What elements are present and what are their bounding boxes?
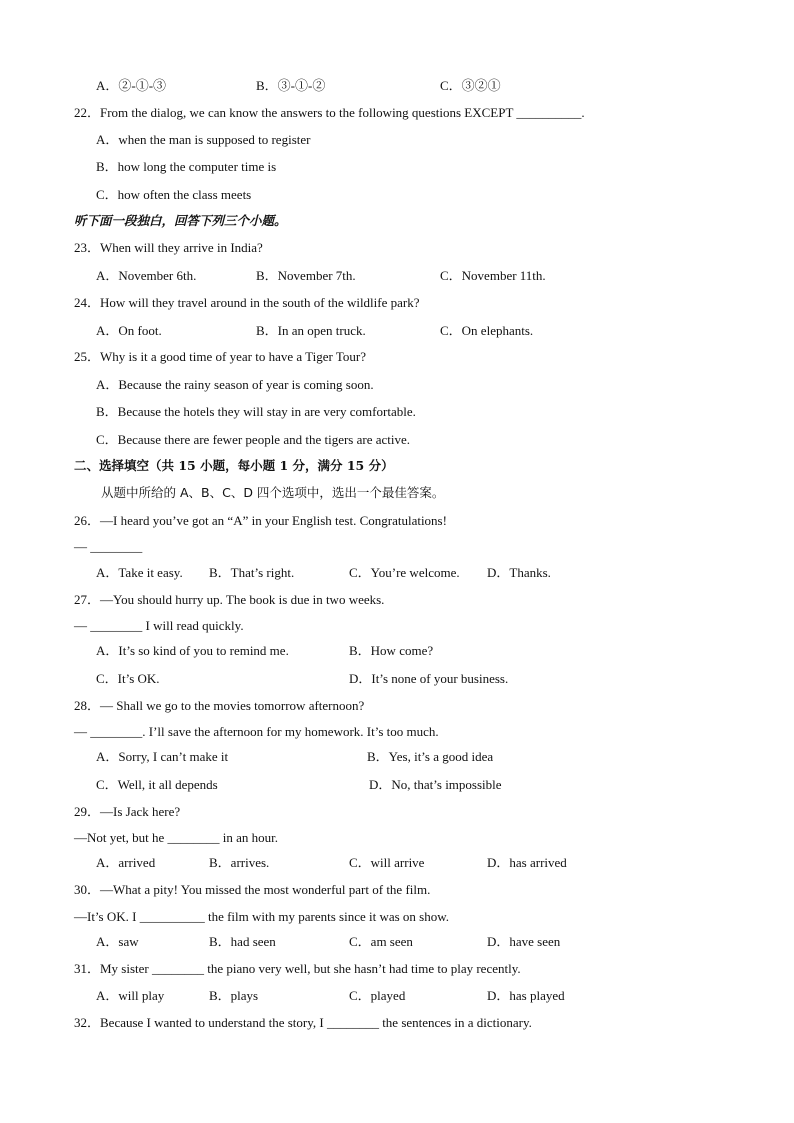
section2-title: 二、选择填空（共 15 小题，每小题 1 分，满分 15 分） <box>74 458 394 473</box>
q28-option-c: C．Well, it all depends <box>96 777 218 792</box>
q23-option-a: A．November 6th. <box>96 268 197 283</box>
q27-option-c: C．It’s OK. <box>96 671 160 686</box>
q22-option-a: A．when the man is supposed to register <box>96 132 311 147</box>
section2-instruction: 从题中所给的 A、B、C、D 四个选项中，选出一个最佳答案。 <box>101 485 445 500</box>
q21-option-b: B．③-①-② <box>256 78 326 93</box>
q21-option-a: A．②-①-③ <box>96 78 167 93</box>
q26-option-b: B．That’s right. <box>209 565 295 580</box>
q30-line1: 30．—What a pity! You missed the most wonderful part of the film. <box>74 882 431 897</box>
q24-stem: 24．How will they travel around in the south of the wildlife park? <box>74 295 420 310</box>
q27-line2: — ________ I will read quickly. <box>74 618 244 633</box>
q27-option-a: A．It’s so kind of you to remind me. <box>96 643 289 658</box>
q30-line2: —It’s OK. I __________ the film with my parents since it was on show. <box>74 909 450 924</box>
q28-line2: — ________. I’ll save the afternoon for my homework. It’s too much. <box>74 724 439 739</box>
q30-option-a: A．saw <box>96 934 139 949</box>
q31-option-d: D．has played <box>487 988 565 1003</box>
q25-option-a: A．Because the rainy season of year is coming soon. <box>96 377 374 392</box>
q28-option-a: A．Sorry, I can’t make it <box>96 749 229 764</box>
q22-option-c: C．how often the class meets <box>96 187 252 202</box>
q26-option-a: A．Take it easy. <box>96 565 183 580</box>
monologue-instruction: 听下面一段独白，回答下列三个小题。 <box>74 213 287 228</box>
q31-option-a: A．will play <box>96 988 165 1003</box>
q25-option-c: C．Because there are fewer people and the tigers are active. <box>96 432 411 447</box>
q24-option-c: C．On elephants. <box>440 323 534 338</box>
q23-option-c: C．November 11th. <box>440 268 546 283</box>
q26-line1: 26．—I heard you’ve got an “A” in your English test. Congratulations! <box>74 513 447 528</box>
q29-line1: 29．—Is Jack here? <box>74 804 181 819</box>
q28-option-d: D．No, that’s impossible <box>369 777 502 792</box>
q26-line2: — ________ <box>74 539 143 554</box>
q25-option-b: B．Because the hotels they will stay in are very comfortable. <box>96 404 416 419</box>
q30-option-b: B．had seen <box>209 934 276 949</box>
q32-line1: 32．Because I wanted to understand the story, I ________ the sentences in a dictionary. <box>74 1015 532 1030</box>
q31-option-c: C．played <box>349 988 406 1003</box>
q27-option-b: B．How come? <box>349 643 434 658</box>
q26-option-c: C．You’re welcome. <box>349 565 460 580</box>
q28-line1: 28．— Shall we go to the movies tomorrow afternoon? <box>74 698 365 713</box>
q27-option-d: D．It’s none of your business. <box>349 671 509 686</box>
q25-stem: 25．Why is it a good time of year to have a Tiger Tour? <box>74 349 367 364</box>
q30-option-d: D．have seen <box>487 934 561 949</box>
q31-option-b: B．plays <box>209 988 259 1003</box>
q29-line2: —Not yet, but he ________ in an hour. <box>74 830 279 845</box>
q23-option-b: B．November 7th. <box>256 268 356 283</box>
q29-option-a: A．arrived <box>96 855 156 870</box>
q30-option-c: C．am seen <box>349 934 413 949</box>
q29-option-d: D．has arrived <box>487 855 567 870</box>
q26-option-d: D．Thanks. <box>487 565 551 580</box>
q27-line1: 27．—You should hurry up. The book is due in two weeks. <box>74 592 385 607</box>
q22-option-b: B．how long the computer time is <box>96 159 277 174</box>
q29-option-b: B．arrives. <box>209 855 270 870</box>
q22-stem: 22．From the dialog, we can know the answers to the following questions EXCEPT __________. <box>74 105 585 120</box>
q23-stem: 23．When will they arrive in India? <box>74 240 263 255</box>
q21-option-c: C．③②① <box>440 78 501 93</box>
q29-option-c: C．will arrive <box>349 855 425 870</box>
q24-option-a: A．On foot. <box>96 323 162 338</box>
q24-option-b: B．In an open truck. <box>256 323 366 338</box>
q28-option-b: B．Yes, it’s a good idea <box>367 749 494 764</box>
q31-line1: 31．My sister ________ the piano very well, but she hasn’t had time to play recently. <box>74 961 521 976</box>
